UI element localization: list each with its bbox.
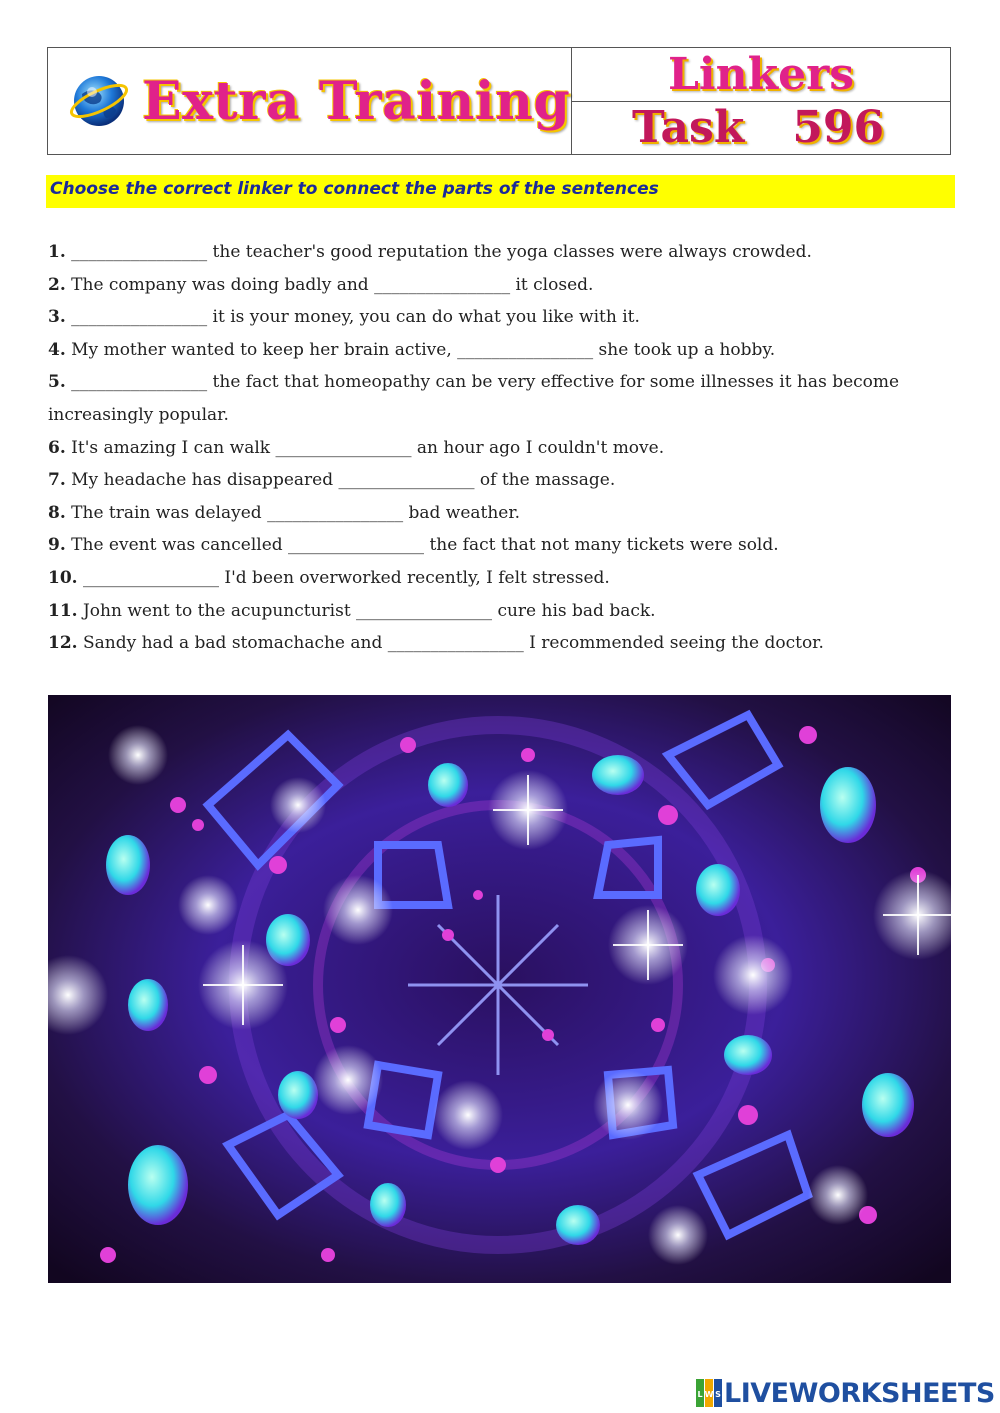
worksheet-header [47, 47, 951, 155]
question-text: My mother wanted to keep her brain active, ________________ she took up a hobby. [65, 339, 776, 360]
question-number: 10. [48, 567, 78, 588]
question-number: 6. [48, 437, 66, 458]
question-text: ________________ I'd been overworked recently, I felt stressed. [77, 567, 610, 588]
question-text: My headache has disappeared ________________ of the massage. [65, 470, 616, 491]
question-list [48, 236, 954, 660]
task-number: 596 [792, 102, 885, 154]
question-text: The event was cancelled ________________ the fact that not many tickets were sold. [65, 535, 779, 556]
svg-text:W: W [704, 1390, 714, 1399]
question-number: 4. [48, 339, 66, 360]
question-number: 12. [48, 633, 78, 654]
question-item [48, 562, 954, 595]
instruction-banner: Choose the correct linker to connect the parts of the sentences [46, 175, 955, 208]
liveworksheets-brand: LIVEWORKSHEETS [724, 1377, 995, 1409]
question-text: ________________ the teacher's good reputation the yoga classes were always crowded. [65, 242, 812, 262]
question-text: The train was delayed ________________ bad weather. [65, 502, 521, 523]
question-number: 1. [48, 242, 66, 262]
question-continuation: increasingly popular. [48, 404, 229, 425]
brand-title: Extra Training [142, 70, 571, 132]
question-item [48, 595, 954, 628]
topic-title: Linkers [572, 48, 950, 102]
question-item [48, 464, 954, 497]
question-number: 9. [48, 535, 66, 556]
globe-icon [68, 70, 130, 132]
question-item [48, 334, 954, 367]
svg-text:L: L [697, 1390, 703, 1399]
task-panel [572, 48, 950, 154]
question-item [48, 627, 954, 660]
question-item [48, 269, 954, 302]
question-number: 5. [48, 372, 66, 393]
question-number: 8. [48, 502, 66, 523]
question-text: The company was doing badly and ________________ it closed. [65, 274, 594, 295]
task-id [572, 102, 950, 155]
question-number: 7. [48, 470, 66, 491]
question-item [48, 529, 954, 562]
question-text: John went to the acupuncturist ________________ cure his bad back. [77, 600, 656, 621]
question-item [48, 236, 954, 269]
question-item [48, 432, 954, 465]
fractal-image [48, 695, 951, 1283]
question-text: It's amazing I can walk ________________ an hour ago I couldn't move. [65, 437, 665, 458]
question-item [48, 497, 954, 530]
question-text: ________________ the fact that homeopathy can be very effective for some illnesses it has become [65, 372, 900, 393]
question-item [48, 301, 954, 334]
question-number: 3. [48, 307, 66, 328]
question-number: 11. [48, 600, 78, 621]
task-label: Task [632, 102, 745, 154]
question-item [48, 366, 954, 399]
svg-text:S: S [715, 1390, 721, 1399]
liveworksheets-logo-icon [696, 1379, 722, 1407]
question-text: Sandy had a bad stomachache and ________________ I recommended seeing the doctor. [77, 633, 824, 654]
liveworksheets-footer [696, 1377, 995, 1409]
question-number: 2. [48, 274, 66, 295]
brand-panel [48, 48, 572, 154]
question-text: ________________ it is your money, you can do what you like with it. [65, 307, 640, 328]
